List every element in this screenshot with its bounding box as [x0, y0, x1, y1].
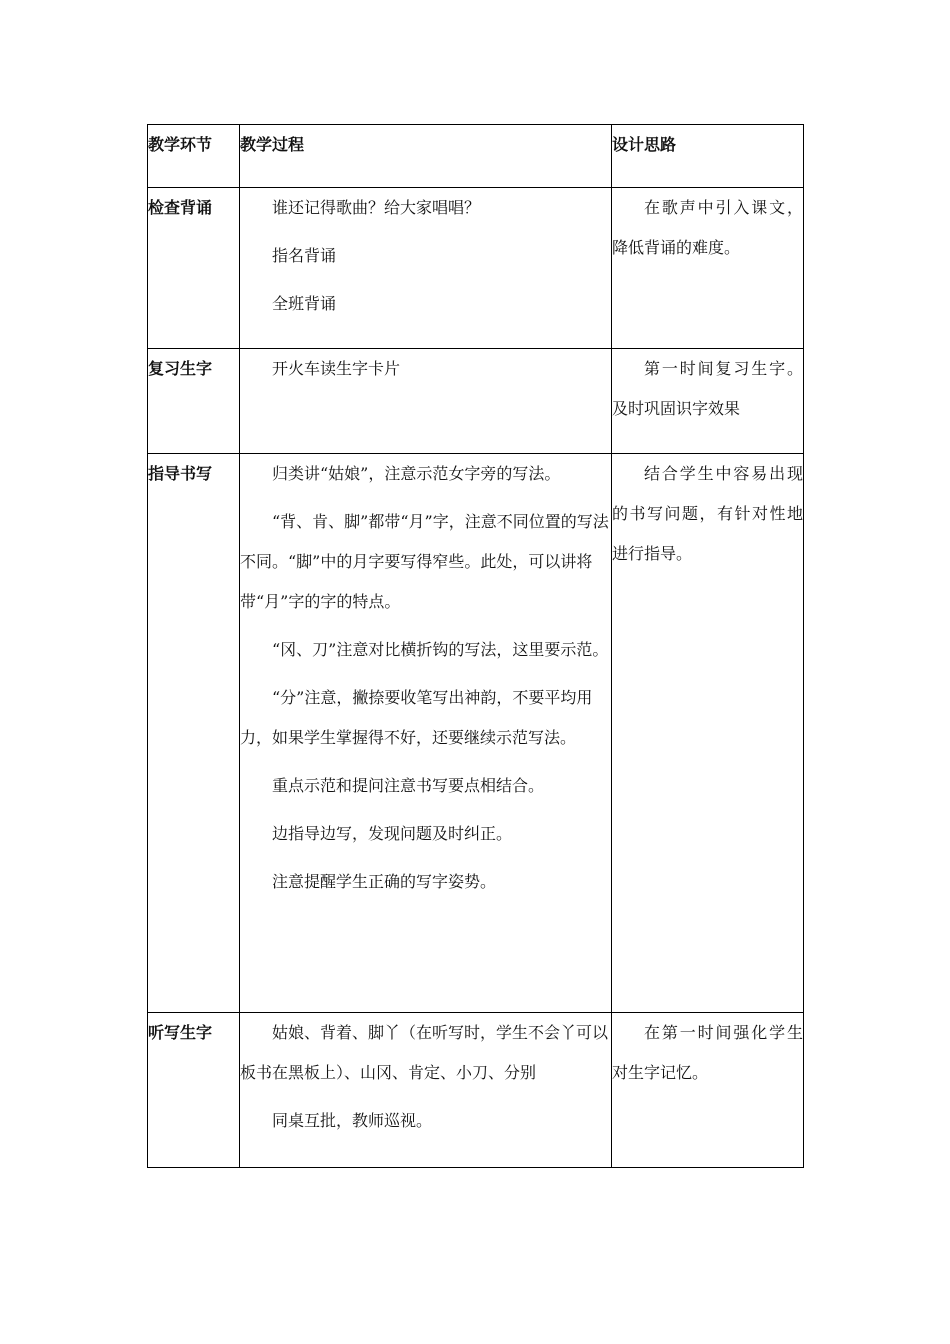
process-line: 全班背诵 — [272, 294, 337, 313]
process-line: 同桌互批，教师巡视。 — [272, 1111, 433, 1130]
design-text: 结合学生中容易出现的书写问题，有针对性地进行指导。 — [612, 464, 803, 563]
table-row — [148, 188, 804, 349]
stage-cell: 听写生字 — [148, 1013, 240, 1168]
table-row — [148, 1013, 804, 1168]
design-text: 在第一时间强化学生对生字记忆。 — [612, 1023, 803, 1082]
design-cell — [612, 1013, 804, 1168]
stage-cell: 复习生字 — [148, 349, 240, 454]
process-line: “背、肯、脚”都带“月”字，注意不同位置的写法不同。“脚”中的月字要写得窄些。此处，可以讲将带“月”字的字的特点。 — [240, 512, 609, 611]
table-row — [148, 454, 804, 1013]
design-cell — [612, 188, 804, 349]
process-line: 姑娘、背着、脚丫（在听写时，学生不会丫可以板书在黑板上）、山冈、肯定、小刀、分别 — [240, 1023, 609, 1082]
lesson-plan-table — [147, 124, 804, 1168]
process-line: 重点示范和提问注意书写要点相结合。 — [272, 776, 545, 795]
process-line: “冈、刀”注意对比横折钩的写法，这里要示范。 — [272, 640, 609, 659]
process-cell — [240, 349, 612, 454]
header-stage: 教学环节 — [148, 125, 240, 188]
process-line: “分”注意，撇捺要收笔写出神韵，不要平均用力，如果学生掌握得不好，还要继续示范写法。 — [240, 688, 593, 747]
stage-cell: 检查背诵 — [148, 188, 240, 349]
design-cell — [612, 349, 804, 454]
design-cell — [612, 454, 804, 1013]
stage-cell: 指导书写 — [148, 454, 240, 1013]
process-line: 指名背诵 — [272, 246, 337, 265]
table-row — [148, 349, 804, 454]
process-line: 归类讲“姑娘”，注意示范女字旁的写法。 — [272, 464, 561, 483]
header-design: 设计思路 — [612, 125, 804, 188]
design-text: 第一时间复习生字。及时巩固识字效果 — [612, 359, 803, 418]
table-header-row — [148, 125, 804, 188]
header-process: 教学过程 — [240, 125, 612, 188]
process-line: 开火车读生字卡片 — [272, 359, 401, 378]
process-line: 注意提醒学生正确的写字姿势。 — [272, 872, 497, 891]
process-line: 谁还记得歌曲？给大家唱唱？ — [272, 198, 481, 217]
process-cell — [240, 188, 612, 349]
process-cell — [240, 1013, 612, 1168]
process-cell — [240, 454, 612, 1013]
process-line: 边指导边写，发现问题及时纠正。 — [272, 824, 513, 843]
design-text: 在歌声中引入课文，降低背诵的难度。 — [612, 198, 803, 257]
